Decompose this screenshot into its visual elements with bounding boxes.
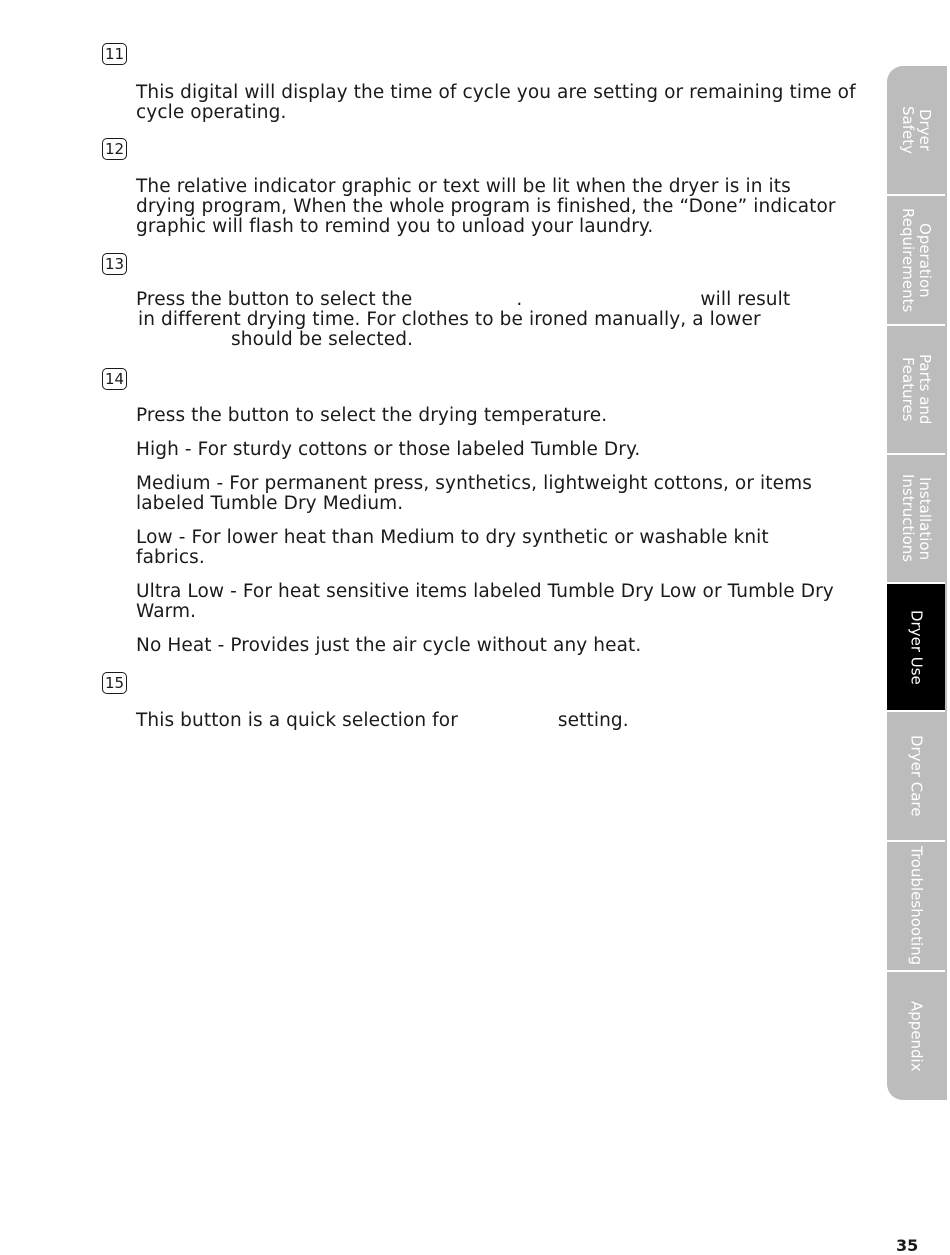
text-run: will result: [700, 289, 791, 310]
section-text: No Heat - Provides just the air cycle without any heat.: [136, 635, 642, 656]
page-number: 35: [896, 1236, 919, 1255]
section-text: [136, 711, 856, 731]
tab-installation-instructions[interactable]: [887, 455, 945, 584]
text-run: in different drying time. For clothes to be ironed manually, a: [138, 309, 704, 330]
section-number: 15: [102, 672, 127, 694]
tab-parts-and-features[interactable]: [887, 326, 945, 455]
text-run: should be selected.: [231, 329, 414, 350]
tab-appendix[interactable]: [887, 972, 945, 1100]
section-number: 14: [102, 368, 127, 390]
section-number: 11: [102, 43, 127, 65]
section-text: Press the button to select the drying temperature.: [136, 405, 608, 426]
section-text: This digital will display the time of cycle you are setting or remaining time of cycle operating.: [136, 82, 856, 123]
tab-label: Dryer Care: [907, 735, 926, 817]
tab-troubleshooting[interactable]: [887, 842, 945, 972]
section-number: 12: [102, 138, 127, 160]
text-run: setting.: [557, 710, 629, 731]
text-run: lower: [709, 309, 761, 330]
tab-label: Dryer Use: [907, 609, 926, 685]
tab-label: Dryer Safety: [899, 106, 934, 154]
tab-label: Appendix: [907, 1000, 926, 1072]
section-text: [136, 290, 826, 350]
section-text: Ultra Low - For heat sensitive items labeled Tumble Dry Low or Tumble Dry Warm.: [136, 581, 834, 622]
tab-dryer-use[interactable]: [887, 584, 945, 712]
text-run: Press the button to select the: [136, 289, 413, 310]
text-run: This button is a quick selection for: [136, 710, 458, 731]
section-text: Medium - For permanent press, synthetics, lightweight cottons, or items labeled Tumble Dry Medium.: [136, 473, 812, 514]
section-number: 13: [102, 253, 127, 275]
tab-label: Operation Requirements: [899, 207, 934, 313]
chapter-tabs: [887, 66, 947, 1100]
section-text: The relative indicator graphic or text will be lit when the dryer is in its drying program, When the whole program is finished, the “Done” indicator graphic will flash to remind you to unload your laundry.: [136, 176, 836, 237]
tab-label: Parts and Features: [899, 354, 934, 425]
tab-operation-requirements[interactable]: [887, 196, 945, 326]
tab-dryer-care[interactable]: [887, 712, 945, 842]
tab-label: Troubleshooting: [907, 846, 926, 966]
section-text: High - For sturdy cottons or those labeled Tumble Dry.: [136, 439, 641, 460]
section-text: Low - For lower heat than Medium to dry synthetic or washable knit fabrics.: [136, 527, 769, 568]
tab-label: Installation Instructions: [899, 474, 934, 563]
text-run: .: [516, 289, 523, 310]
tab-dryer-safety[interactable]: [887, 66, 945, 196]
